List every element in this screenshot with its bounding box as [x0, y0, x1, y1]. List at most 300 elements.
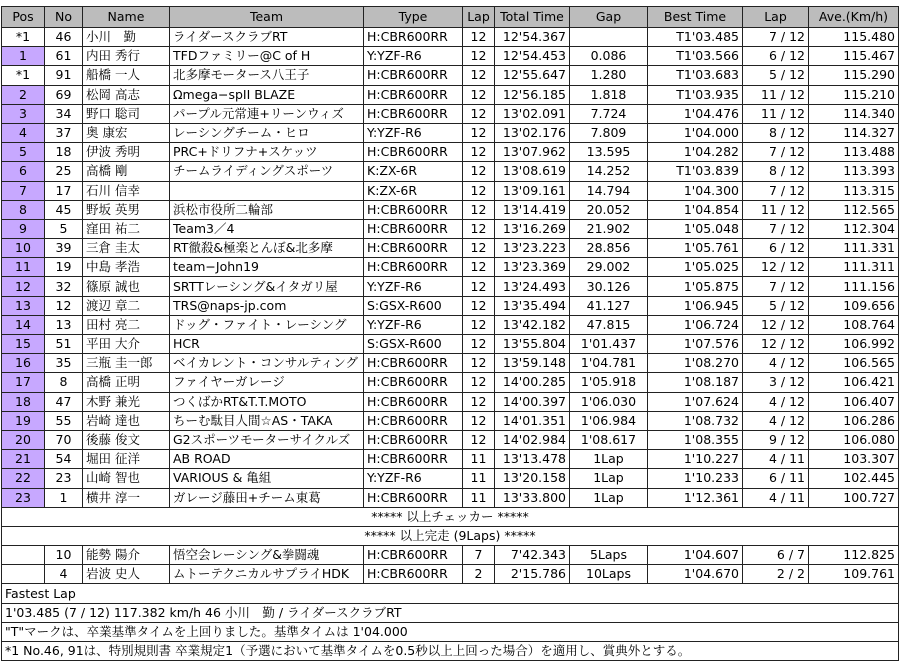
gap-cell: 1Lap	[570, 450, 648, 469]
gap-cell: 1'08.617	[570, 430, 648, 449]
machine-type-cell: H:CBR600RR	[364, 546, 463, 565]
average-speed-cell: 106.565	[809, 354, 899, 373]
number-cell: 18	[45, 143, 83, 162]
best-lap-cell: 4 / 12	[743, 354, 809, 373]
team-cell: RT徹殺&極楽とんぼ&北多摩	[170, 239, 364, 258]
average-speed-cell: 109.656	[809, 296, 899, 315]
pos-cell: 10	[2, 239, 45, 258]
gap-cell: 1Lap	[570, 469, 648, 488]
rider-name-cell: 野坂 英男	[83, 200, 170, 219]
laps-cell: 12	[463, 315, 495, 334]
best-lap-cell: 5 / 12	[743, 296, 809, 315]
header-row	[2, 7, 899, 28]
laps-cell: 12	[463, 296, 495, 315]
rider-name-cell: 高橋 剛	[83, 162, 170, 181]
best-time-cell: T1'03.839	[648, 162, 743, 181]
results-sheet	[1, 6, 898, 661]
pos-cell: 8	[2, 200, 45, 219]
average-speed-cell: 111.331	[809, 239, 899, 258]
average-speed-cell: 114.327	[809, 123, 899, 142]
laps-cell: 12	[463, 181, 495, 200]
best-time-cell: 1'08.187	[648, 373, 743, 392]
gap-cell: 1'05.918	[570, 373, 648, 392]
note-row	[2, 584, 899, 603]
gap-cell: 29.002	[570, 258, 648, 277]
total-time-cell: 13'08.619	[495, 162, 570, 181]
average-speed-cell: 111.311	[809, 258, 899, 277]
machine-type-cell: H:CBR600RR	[364, 85, 463, 104]
best-time-cell: 1'10.233	[648, 469, 743, 488]
total-time-cell: 13'09.161	[495, 181, 570, 200]
average-speed-cell: 106.407	[809, 392, 899, 411]
table-row	[2, 488, 899, 507]
laps-cell: 12	[463, 200, 495, 219]
header-total-time: Total Time	[495, 7, 570, 28]
team-cell: VARIOUS & 亀組	[170, 469, 364, 488]
number-cell: 32	[45, 277, 83, 296]
rider-name-cell: 横井 淳一	[83, 488, 170, 507]
pos-cell: 17	[2, 373, 45, 392]
best-lap-cell: 9 / 12	[743, 430, 809, 449]
rider-name-cell: 平田 大介	[83, 335, 170, 354]
pos-cell: 22	[2, 469, 45, 488]
number-cell: 17	[45, 181, 83, 200]
laps-cell: 11	[463, 488, 495, 507]
total-time-cell: 13'02.091	[495, 104, 570, 123]
t-mark-note: "T"マークは、卒業基準タイムを上回りました。基準タイムは 1'04.000	[2, 622, 899, 641]
average-speed-cell: 106.992	[809, 335, 899, 354]
best-lap-cell: 8 / 12	[743, 162, 809, 181]
machine-type-cell: H:CBR600RR	[364, 430, 463, 449]
rider-name-cell: 内田 秀行	[83, 47, 170, 66]
number-cell: 12	[45, 296, 83, 315]
header-pos: Pos	[2, 7, 45, 28]
pos-cell: 23	[2, 488, 45, 507]
laps-cell: 12	[463, 335, 495, 354]
gap-cell: 1Lap	[570, 488, 648, 507]
table-row	[2, 85, 899, 104]
table-row	[2, 143, 899, 162]
gap-cell: 1'01.437	[570, 335, 648, 354]
laps-cell: 12	[463, 47, 495, 66]
total-time-cell: 13'59.148	[495, 354, 570, 373]
number-cell: 37	[45, 123, 83, 142]
total-time-cell: 14'01.351	[495, 411, 570, 430]
best-time-cell: T1'03.566	[648, 47, 743, 66]
total-time-cell: 12'54.367	[495, 28, 570, 47]
average-speed-cell: 112.565	[809, 200, 899, 219]
best-lap-cell: 7 / 12	[743, 181, 809, 200]
best-lap-cell: 7 / 12	[743, 219, 809, 238]
best-time-cell: 1'05.025	[648, 258, 743, 277]
pos-cell	[2, 565, 45, 584]
rider-name-cell: 山崎 智也	[83, 469, 170, 488]
best-lap-cell: 7 / 12	[743, 277, 809, 296]
laps-cell: 12	[463, 162, 495, 181]
team-cell: HCR	[170, 335, 364, 354]
separator-row	[2, 507, 899, 526]
rider-name-cell: 野口 聡司	[83, 104, 170, 123]
rule-note: *1 No.46, 91は、特別規則書 卒業規定1（予選において基準タイムを0.5秒以上上回った場合）を適用し、賞典外とする。	[2, 642, 899, 661]
total-time-cell: 13'23.223	[495, 239, 570, 258]
best-lap-cell: 12 / 12	[743, 335, 809, 354]
number-cell: 5	[45, 219, 83, 238]
gap-cell: 13.595	[570, 143, 648, 162]
average-speed-cell: 109.761	[809, 565, 899, 584]
rider-name-cell: 能勢 陽介	[83, 546, 170, 565]
rider-name-cell: 伊波 秀明	[83, 143, 170, 162]
rider-name-cell: 堀田 征洋	[83, 450, 170, 469]
pos-cell: 12	[2, 277, 45, 296]
best-time-cell: 1'05.761	[648, 239, 743, 258]
total-time-cell: 12'56.185	[495, 85, 570, 104]
gap-cell	[570, 28, 648, 47]
average-speed-cell: 115.290	[809, 66, 899, 85]
pos-cell	[2, 546, 45, 565]
team-cell: Team3／4	[170, 219, 364, 238]
machine-type-cell: K:ZX-6R	[364, 181, 463, 200]
number-cell: 46	[45, 28, 83, 47]
best-lap-cell: 7 / 12	[743, 143, 809, 162]
pos-cell: 5	[2, 143, 45, 162]
table-row	[2, 335, 899, 354]
rider-name-cell: 三倉 圭太	[83, 239, 170, 258]
team-cell: 悟空会レーシング&拳闘魂	[170, 546, 364, 565]
rider-name-cell: 奥 康宏	[83, 123, 170, 142]
total-time-cell: 13'13.478	[495, 450, 570, 469]
results-table	[1, 6, 899, 661]
pos-cell: 13	[2, 296, 45, 315]
best-time-cell: 1'06.724	[648, 315, 743, 334]
laps-cell: 12	[463, 258, 495, 277]
header-best-time: Best Time	[648, 7, 743, 28]
team-cell: チームライディングスポーツ	[170, 162, 364, 181]
best-time-cell: 1'04.282	[648, 143, 743, 162]
team-cell: ちーむ駄目人間☆AS・TAKA	[170, 411, 364, 430]
average-speed-cell: 113.315	[809, 181, 899, 200]
table-row	[2, 296, 899, 315]
checker-separator: ***** 以上チェッカー *****	[2, 507, 899, 526]
average-speed-cell: 112.825	[809, 546, 899, 565]
fastest-lap-detail: 1'03.485 (7 / 12) 117.382 km/h 46 小川 勤 / ライダースクラブRT	[2, 603, 899, 622]
fastest-lap-heading: Fastest Lap	[2, 584, 899, 603]
pos-cell: 16	[2, 354, 45, 373]
rider-name-cell: 船橋 一人	[83, 66, 170, 85]
gap-cell: 1'04.781	[570, 354, 648, 373]
header-type: Type	[364, 7, 463, 28]
table-row	[2, 354, 899, 373]
number-cell: 54	[45, 450, 83, 469]
rider-name-cell: 小川 勤	[83, 28, 170, 47]
table-row	[2, 450, 899, 469]
gap-cell: 47.815	[570, 315, 648, 334]
pos-cell: 6	[2, 162, 45, 181]
laps-cell: 12	[463, 28, 495, 47]
number-cell: 4	[45, 565, 83, 584]
number-cell: 45	[45, 200, 83, 219]
gap-cell: 28.856	[570, 239, 648, 258]
average-speed-cell: 106.080	[809, 430, 899, 449]
best-lap-cell: 6 / 11	[743, 469, 809, 488]
table-row	[2, 315, 899, 334]
total-time-cell: 13'07.962	[495, 143, 570, 162]
pos-cell: 15	[2, 335, 45, 354]
number-cell: 1	[45, 488, 83, 507]
best-lap-cell: 6 / 7	[743, 546, 809, 565]
pos-cell: 20	[2, 430, 45, 449]
best-lap-cell: 4 / 12	[743, 392, 809, 411]
pos-cell: 11	[2, 258, 45, 277]
number-cell: 34	[45, 104, 83, 123]
best-time-cell: 1'08.732	[648, 411, 743, 430]
rider-name-cell: 窪田 祐二	[83, 219, 170, 238]
best-lap-cell: 4 / 11	[743, 450, 809, 469]
gap-cell: 1.280	[570, 66, 648, 85]
laps-cell: 12	[463, 239, 495, 258]
number-cell: 13	[45, 315, 83, 334]
table-row	[2, 469, 899, 488]
machine-type-cell: K:ZX-6R	[364, 162, 463, 181]
table-row	[2, 200, 899, 219]
machine-type-cell: H:CBR600RR	[364, 143, 463, 162]
gap-cell: 1.818	[570, 85, 648, 104]
total-time-cell: 13'35.494	[495, 296, 570, 315]
average-speed-cell: 114.340	[809, 104, 899, 123]
laps-cell: 12	[463, 123, 495, 142]
total-time-cell: 13'16.269	[495, 219, 570, 238]
team-cell: ファイヤーガレージ	[170, 373, 364, 392]
gap-cell: 5Laps	[570, 546, 648, 565]
gap-cell: 10Laps	[570, 565, 648, 584]
best-time-cell: 1'05.048	[648, 219, 743, 238]
best-time-cell: 1'08.355	[648, 430, 743, 449]
average-speed-cell: 115.210	[809, 85, 899, 104]
team-cell: ライダースクラブRT	[170, 28, 364, 47]
laps-cell: 12	[463, 104, 495, 123]
average-speed-cell: 112.304	[809, 219, 899, 238]
total-time-cell: 13'42.182	[495, 315, 570, 334]
average-speed-cell: 115.480	[809, 28, 899, 47]
best-time-cell: 1'08.270	[648, 354, 743, 373]
pos-cell: *1	[2, 28, 45, 47]
best-lap-cell: 11 / 12	[743, 200, 809, 219]
machine-type-cell: H:CBR600RR	[364, 258, 463, 277]
team-cell: 浜松市役所二輪部	[170, 200, 364, 219]
pos-cell: 4	[2, 123, 45, 142]
note-row	[2, 642, 899, 661]
best-time-cell: 1'04.476	[648, 104, 743, 123]
average-speed-cell: 103.307	[809, 450, 899, 469]
pos-cell: 14	[2, 315, 45, 334]
rider-name-cell: 石川 信幸	[83, 181, 170, 200]
team-cell: つくばかRT&T.T.MOTO	[170, 392, 364, 411]
gap-cell: 14.252	[570, 162, 648, 181]
team-cell: 北多摩モータース八王子	[170, 66, 364, 85]
number-cell: 23	[45, 469, 83, 488]
rider-name-cell: 岩波 史人	[83, 565, 170, 584]
note-row	[2, 603, 899, 622]
team-cell: AB ROAD	[170, 450, 364, 469]
gap-cell: 41.127	[570, 296, 648, 315]
laps-cell: 12	[463, 66, 495, 85]
best-lap-cell: 7 / 12	[743, 28, 809, 47]
best-lap-cell: 5 / 12	[743, 66, 809, 85]
best-lap-cell: 12 / 12	[743, 258, 809, 277]
best-lap-cell: 11 / 12	[743, 104, 809, 123]
average-speed-cell: 115.467	[809, 47, 899, 66]
machine-type-cell: H:CBR600RR	[364, 66, 463, 85]
note-row	[2, 622, 899, 641]
separator-row	[2, 526, 899, 545]
rider-name-cell: 岩崎 達也	[83, 411, 170, 430]
rider-name-cell: 三瓶 圭一郎	[83, 354, 170, 373]
header-best-lap: Lap	[743, 7, 809, 28]
best-time-cell: 1'04.670	[648, 565, 743, 584]
machine-type-cell: H:CBR600RR	[364, 411, 463, 430]
machine-type-cell: H:CBR600RR	[364, 488, 463, 507]
rider-name-cell: 渡辺 章二	[83, 296, 170, 315]
laps-cell: 11	[463, 469, 495, 488]
number-cell: 70	[45, 430, 83, 449]
machine-type-cell: Y:YZF-R6	[364, 123, 463, 142]
gap-cell: 7.724	[570, 104, 648, 123]
rider-name-cell: 篠原 誠也	[83, 277, 170, 296]
machine-type-cell: S:GSX-R600	[364, 296, 463, 315]
gap-cell: 1'06.030	[570, 392, 648, 411]
laps-cell: 2	[463, 565, 495, 584]
pos-cell: 19	[2, 411, 45, 430]
table-row	[2, 123, 899, 142]
number-cell: 10	[45, 546, 83, 565]
average-speed-cell: 113.488	[809, 143, 899, 162]
laps-cell: 12	[463, 430, 495, 449]
table-row	[2, 47, 899, 66]
pos-cell: 2	[2, 85, 45, 104]
best-lap-cell: 11 / 12	[743, 85, 809, 104]
team-cell: ベイカレント・コンサルティング	[170, 354, 364, 373]
rider-name-cell: 後藤 俊文	[83, 430, 170, 449]
rider-name-cell: 高橋 正明	[83, 373, 170, 392]
best-time-cell: 1'05.875	[648, 277, 743, 296]
laps-cell: 12	[463, 392, 495, 411]
total-time-cell: 13'33.800	[495, 488, 570, 507]
best-lap-cell: 6 / 12	[743, 239, 809, 258]
machine-type-cell: Y:YZF-R6	[364, 47, 463, 66]
number-cell: 8	[45, 373, 83, 392]
total-time-cell: 2'15.786	[495, 565, 570, 584]
best-time-cell: 1'04.854	[648, 200, 743, 219]
number-cell: 39	[45, 239, 83, 258]
number-cell: 25	[45, 162, 83, 181]
best-lap-cell: 6 / 12	[743, 47, 809, 66]
best-time-cell: T1'03.485	[648, 28, 743, 47]
laps-cell: 12	[463, 143, 495, 162]
best-lap-cell: 4 / 12	[743, 411, 809, 430]
rider-name-cell: 田村 亮二	[83, 315, 170, 334]
team-cell: TRS@naps-jp.com	[170, 296, 364, 315]
laps-cell: 12	[463, 219, 495, 238]
average-speed-cell: 111.156	[809, 277, 899, 296]
separator-section	[2, 507, 899, 545]
total-time-cell: 13'14.419	[495, 200, 570, 219]
rider-name-cell: 木野 兼光	[83, 392, 170, 411]
average-speed-cell: 113.393	[809, 162, 899, 181]
table-row	[2, 258, 899, 277]
team-cell: team−John19	[170, 258, 364, 277]
gap-cell: 0.086	[570, 47, 648, 66]
table-row	[2, 219, 899, 238]
machine-type-cell: H:CBR600RR	[364, 200, 463, 219]
gap-cell: 1'06.984	[570, 411, 648, 430]
machine-type-cell: H:CBR600RR	[364, 104, 463, 123]
average-speed-cell: 100.727	[809, 488, 899, 507]
pos-cell: 9	[2, 219, 45, 238]
table-row	[2, 565, 899, 584]
gap-cell: 21.902	[570, 219, 648, 238]
team-cell: G2スポーツモーターサイクルズ	[170, 430, 364, 449]
team-cell: ムトーテクニカルサプライHDK	[170, 565, 364, 584]
machine-type-cell: Y:YZF-R6	[364, 315, 463, 334]
laps-cell: 12	[463, 277, 495, 296]
best-lap-cell: 4 / 11	[743, 488, 809, 507]
team-cell: TFDファミリー@C of H	[170, 47, 364, 66]
gap-cell: 20.052	[570, 200, 648, 219]
best-lap-cell: 8 / 12	[743, 123, 809, 142]
total-time-cell: 13'24.493	[495, 277, 570, 296]
total-time-cell: 12'55.647	[495, 66, 570, 85]
header-no: No	[45, 7, 83, 28]
number-cell: 61	[45, 47, 83, 66]
machine-type-cell: H:CBR600RR	[364, 239, 463, 258]
gap-cell: 7.809	[570, 123, 648, 142]
laps-cell: 12	[463, 354, 495, 373]
machine-type-cell: H:CBR600RR	[364, 392, 463, 411]
number-cell: 19	[45, 258, 83, 277]
team-cell: レーシングチーム・ヒロ	[170, 123, 364, 142]
number-cell: 69	[45, 85, 83, 104]
number-cell: 55	[45, 411, 83, 430]
table-row	[2, 104, 899, 123]
best-time-cell: 1'04.300	[648, 181, 743, 200]
header-average-speed: Ave.(Km/h)	[809, 7, 899, 28]
laps-cell: 11	[463, 450, 495, 469]
total-time-cell: 14'00.397	[495, 392, 570, 411]
table-row	[2, 546, 899, 565]
machine-type-cell: H:CBR600RR	[364, 354, 463, 373]
complete-separator: ***** 以上完走 (9Laps) *****	[2, 526, 899, 545]
table-row	[2, 66, 899, 85]
best-time-cell: 1'07.576	[648, 335, 743, 354]
table-row	[2, 28, 899, 47]
best-time-cell: 1'04.607	[648, 546, 743, 565]
total-time-cell: 13'23.369	[495, 258, 570, 277]
pos-cell: 3	[2, 104, 45, 123]
best-time-cell: T1'03.683	[648, 66, 743, 85]
notes-section	[2, 584, 899, 661]
machine-type-cell: H:CBR600RR	[364, 450, 463, 469]
laps-cell: 7	[463, 546, 495, 565]
average-speed-cell: 108.764	[809, 315, 899, 334]
total-time-cell: 14'00.285	[495, 373, 570, 392]
best-time-cell: 1'10.227	[648, 450, 743, 469]
best-time-cell: 1'12.361	[648, 488, 743, 507]
number-cell: 51	[45, 335, 83, 354]
table-row	[2, 430, 899, 449]
total-time-cell: 12'54.453	[495, 47, 570, 66]
total-time-cell: 14'02.984	[495, 430, 570, 449]
machine-type-cell: Y:YZF-R6	[364, 469, 463, 488]
machine-type-cell: Y:YZF-R6	[364, 277, 463, 296]
